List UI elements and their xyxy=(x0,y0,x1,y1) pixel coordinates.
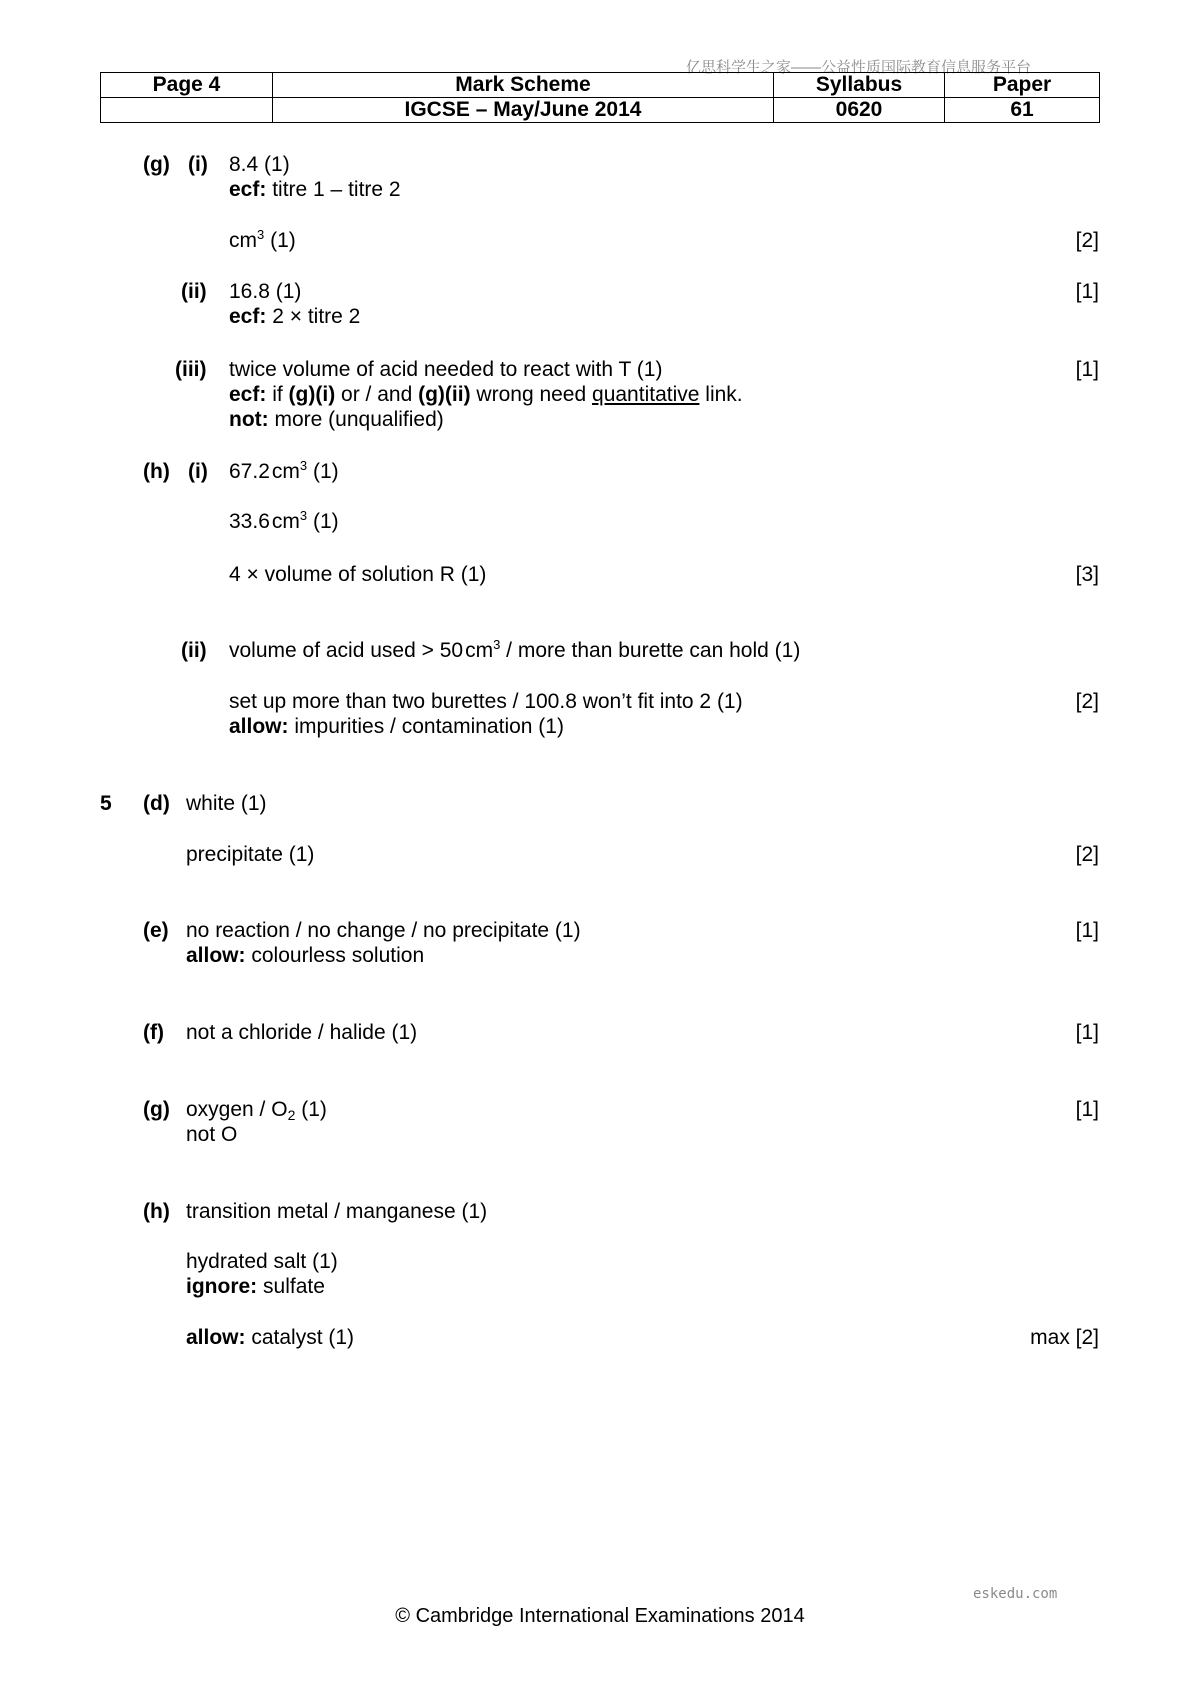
mark-one: (1) xyxy=(301,1098,327,1121)
q5-h-ignore-text: sulfate xyxy=(263,1275,325,1298)
q4-g-i-label: (i) xyxy=(188,153,208,176)
unit-cube: 3 xyxy=(299,508,308,523)
q5-e-label: (e) xyxy=(143,919,169,942)
q5-h-line2: hydrated salt (1) xyxy=(186,1250,338,1273)
ignore-label: ignore: xyxy=(186,1275,258,1298)
q4-g-i-answer: 8.4 (1) xyxy=(229,153,290,176)
q4-g-iii-label: (iii) xyxy=(175,358,207,381)
h-ii-text-b: / more than burette can hold (1) xyxy=(506,639,801,662)
q4-g-i-unit-line xyxy=(229,228,296,253)
q5-g-line2: not O xyxy=(186,1123,238,1146)
unit-cm: cm xyxy=(271,460,300,483)
mark-one: (1) xyxy=(312,460,339,483)
ecf-ref-g-i: (g)(i) xyxy=(288,383,336,406)
q4-h-ii-allow-text: impurities / contamination (1) xyxy=(294,715,564,738)
q5-g-label: (g) xyxy=(143,1098,170,1121)
q5-f-marks: [1] xyxy=(1075,1021,1099,1044)
q4-h-i-line2 xyxy=(229,509,339,534)
header-row-1 xyxy=(101,73,1100,98)
unit-cm: cm xyxy=(271,510,300,533)
header-empty-cell xyxy=(101,98,273,123)
mark-one: (1) xyxy=(270,229,296,252)
q5-g-line1 xyxy=(186,1097,327,1122)
not-label: not: xyxy=(229,408,269,431)
value-67-2: 67.2 xyxy=(229,460,270,483)
q4-h-ii-line2: set up more than two burettes / 100.8 won’t fit into 2 (1) xyxy=(229,690,743,713)
mark-one: (1) xyxy=(312,510,339,533)
q5-e-allow-text: colourless solution xyxy=(251,944,425,967)
q4-g-iii-not-line xyxy=(229,407,444,432)
value-33-6: 33.6 xyxy=(229,510,270,533)
q4-g-ii-ecf-text: 2 × titre 2 xyxy=(272,305,361,328)
q5-h-allow-text: catalyst (1) xyxy=(251,1326,355,1349)
q5-h-ignore-line xyxy=(186,1274,325,1299)
q5-h-line1: transition metal / manganese (1) xyxy=(186,1200,488,1223)
q5-f-line1: not a chloride / halide (1) xyxy=(186,1021,418,1044)
q4-h-ii-line1 xyxy=(229,638,800,663)
header-title: Mark Scheme xyxy=(273,73,774,98)
allow-label: allow: xyxy=(186,1326,246,1349)
unit-cm: cm xyxy=(229,229,257,252)
q5-number: 5 xyxy=(100,792,112,815)
q5-e-marks: [1] xyxy=(1075,919,1099,942)
header-paper-label: Paper xyxy=(945,73,1100,98)
q5-h-marks: max [2] xyxy=(1030,1326,1099,1349)
ecf-underlined-word: quantitative xyxy=(592,383,700,406)
q5-e-line1: no reaction / no change / no precipitate (1) xyxy=(186,919,581,942)
ecf-label: ecf: xyxy=(229,178,267,201)
q5-h-label: (h) xyxy=(143,1200,170,1223)
ecf-text-c: wrong need xyxy=(476,383,587,406)
q4-h-label: (h) xyxy=(143,460,170,483)
q4-g-iii-answer: twice volume of acid needed to react with T (1) xyxy=(229,358,663,381)
header-syllabus-code: 0620 xyxy=(774,98,945,123)
unit-cube: 3 xyxy=(299,458,308,473)
q4-g-label: (g) xyxy=(143,153,170,176)
header-row-2 xyxy=(101,98,1100,123)
q4-h-ii-allow-line xyxy=(229,714,564,739)
q5-f-label: (f) xyxy=(143,1021,164,1044)
ecf-label: ecf: xyxy=(229,305,267,328)
q4-g-i-marks: [2] xyxy=(1075,229,1099,252)
ecf-label: ecf: xyxy=(229,383,267,406)
q4-g-ii-ecf-line xyxy=(229,304,360,329)
q4-g-ii-marks: [1] xyxy=(1075,280,1099,303)
q4-h-i-line1 xyxy=(229,459,339,484)
unit-cm: cm xyxy=(465,639,494,662)
watermark-bottom: eskedu.com xyxy=(973,1586,1058,1602)
q5-d-label: (d) xyxy=(143,792,170,815)
q4-h-i-label: (i) xyxy=(188,460,208,483)
q4-g-iii-marks: [1] xyxy=(1075,358,1099,381)
subscript-2: 2 xyxy=(287,1107,296,1123)
oxygen-text: oxygen / O xyxy=(186,1098,288,1121)
q4-g-iii-ecf-line xyxy=(229,382,743,407)
q4-g-iii-not-text: more (unqualified) xyxy=(274,408,444,431)
header-table xyxy=(100,72,1100,123)
q5-e-allow-line xyxy=(186,943,424,968)
watermark-top: 亿思科学生之家——公益性质国际教育信息服务平台 xyxy=(686,59,1032,76)
unit-cube: 3 xyxy=(257,227,265,242)
q4-h-ii-marks: [2] xyxy=(1075,690,1099,713)
q4-g-ii-answer: 16.8 (1) xyxy=(229,280,302,303)
allow-label: allow: xyxy=(229,715,289,738)
q4-h-ii-label: (ii) xyxy=(181,639,207,662)
footer-copyright: © Cambridge International Examinations 2014 xyxy=(395,1605,805,1627)
header-exam: IGCSE – May/June 2014 xyxy=(273,98,774,123)
ecf-text-a: if xyxy=(272,383,283,406)
q4-h-i-marks: [3] xyxy=(1075,563,1099,586)
q5-g-marks: [1] xyxy=(1075,1098,1099,1121)
q5-d-line1: white (1) xyxy=(186,792,267,815)
header-syllabus-label: Syllabus xyxy=(774,73,945,98)
ecf-ref-g-ii: (g)(ii) xyxy=(418,383,471,406)
header-page: Page 4 xyxy=(101,73,273,98)
unit-cube: 3 xyxy=(493,637,501,652)
allow-label: allow: xyxy=(186,944,246,967)
ecf-text-b: or / and xyxy=(341,383,413,406)
q5-d-line2: precipitate (1) xyxy=(186,843,315,866)
q5-h-allow-line xyxy=(186,1325,354,1350)
h-ii-text-a: volume of acid used > 50 xyxy=(229,639,464,662)
ecf-text-d: link. xyxy=(705,383,743,406)
q4-g-ii-label: (ii) xyxy=(181,280,207,303)
q4-g-i-ecf-text: titre 1 – titre 2 xyxy=(272,178,401,201)
header-paper-number: 61 xyxy=(945,98,1100,123)
q4-g-i-ecf-line xyxy=(229,177,401,202)
q5-d-marks: [2] xyxy=(1075,843,1099,866)
q4-h-i-line3: 4 × volume of solution R (1) xyxy=(229,563,487,586)
